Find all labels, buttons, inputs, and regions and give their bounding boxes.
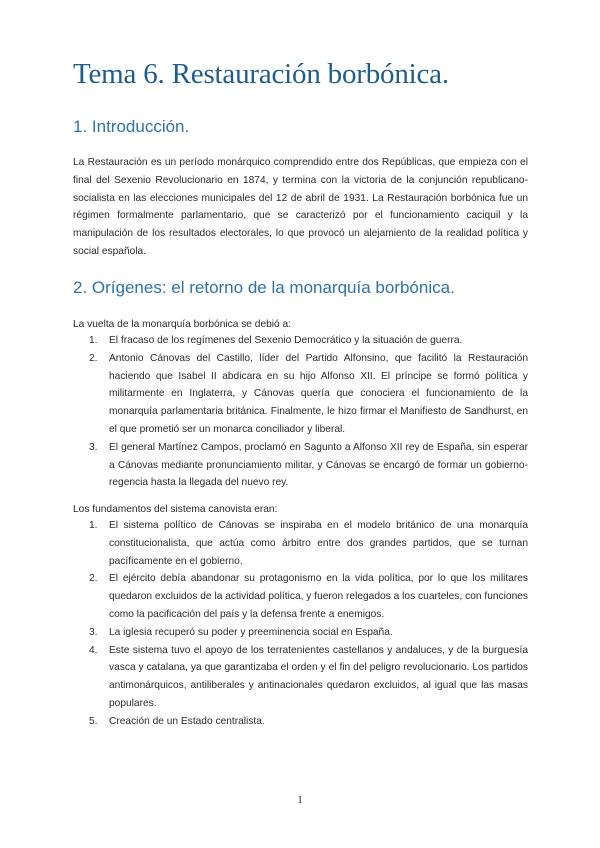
list-item-number: 1.	[89, 520, 98, 531]
list-item-text: El ejército debía abandonar su protagonismo en la vida política, por lo que los militares quedaron excluidos de la actividad política, y fueron relegados a los cuarteles, con funciones como la pacificación del país y la defensa frente a enemigos.	[109, 573, 528, 620]
list-item	[73, 517, 528, 570]
list-item	[73, 624, 528, 642]
list-item	[73, 642, 528, 713]
section-heading-introduccion: 1. Introducción.	[73, 117, 190, 136]
list-item	[73, 713, 528, 731]
list-item	[73, 439, 528, 492]
list-item	[73, 570, 528, 623]
list-intro-vuelta: La vuelta de la monarquía borbónica se debió a:	[73, 319, 292, 330]
intro-paragraph: La Restauración es un período monárquico comprendido entre dos Repúblicas, que empieza con el final del Sexenio Revolucionario en 1874, y termina con la victoria de la conjunción republicano-socialista en las elecciones municipales del 12 de abril de 1931. La Restauración borbónica fue un régimen formalmente parlamentario, que se caracterizó por el funcionamiento caciquil y la manipulación de los resultados electorales, lo que provocó un alejamiento de la realidad política y social española.	[73, 157, 528, 257]
list-item-number: 3.	[89, 626, 98, 638]
list-item-number: 3.	[89, 441, 98, 453]
foundations-list	[73, 517, 528, 731]
list-item-text: El general Martínez Campos, proclamó en Sagunto a Alfonso XII rey de España, sin esperar a Cánovas mediante pronunciamiento militar, y Cánovas se encargó de formar un gobierno-regencia hasta la llegada del nuevo rey.	[109, 441, 528, 489]
page-number: 1	[297, 794, 303, 806]
causes-list	[73, 332, 528, 492]
list-item-text: Este sistema tuvo el apoyo de los terratenientes castellanos y andaluces, y de la burguesía vasca y catalana, ya que garantizaba el orden y el fin del peligro revolucionario. Los partidos antimonárquicos, antiliberales y antinacionales quedaron excluidos, al igual que las masas populares.	[109, 644, 528, 709]
list-item-text: El sistema político de Cánovas se inspiraba en el modelo británico de una monarquía constitucionalista, que actúa como árbitro entre dos grandes partidos, que se turnan pacíficamente en el gobierno.	[109, 520, 528, 567]
list-item	[73, 350, 528, 439]
list-item-text: Antonio Cánovas del Castillo, líder del Partido Alfonsino, que facilitó la Restauración haciendo que Isabel II abdicara en su hijo Alfonso XII. El príncipe se formó política y militarmente en Inglaterra, y Cánovas quería que conociera el funcionamiento de la monarquía parlamentaria británica. Finalmente, le hizo firmar el Manifiesto de Sandhurst, en el que prometió ser un monarca conciliador y liberal.	[109, 352, 528, 435]
section-heading-origenes: 2. Orígenes: el retorno de la monarquía borbónica.	[73, 278, 455, 297]
list-item-number: 2.	[89, 573, 98, 585]
list-item-number: 4.	[89, 644, 98, 656]
list-item-text: La iglesia recuperó su poder y preeminencia social en España.	[109, 626, 393, 638]
list-intro-fundamentos: Los fundamentos del sistema canovista eran:	[73, 504, 278, 515]
page-title: Tema 6. Restauración borbónica.	[73, 58, 449, 90]
list-item-text: El fracaso de los regímenes del Sexenio Democrático y la situación de guerra.	[109, 335, 463, 346]
list-item	[73, 332, 528, 350]
list-item-number: 2.	[89, 352, 98, 364]
list-item-text: Creación de un Estado centralista.	[109, 715, 265, 727]
list-item-number: 1.	[89, 335, 98, 346]
list-item-number: 5.	[89, 715, 98, 727]
